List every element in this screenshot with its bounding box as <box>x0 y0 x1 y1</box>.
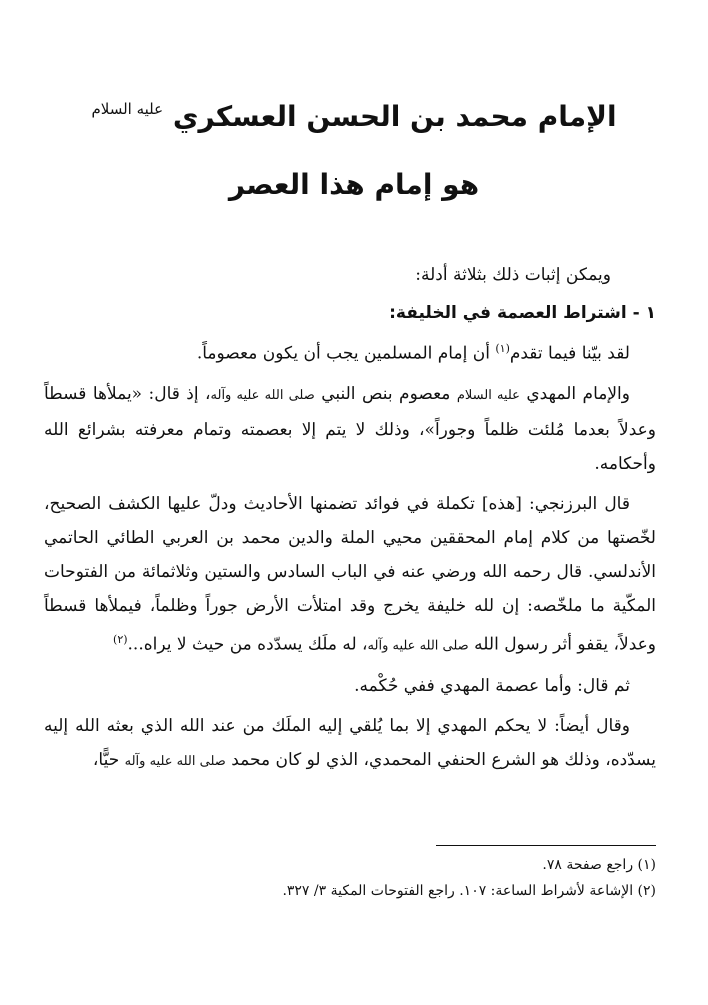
paragraph-4: ثم قال: وأما عصمة المهدي ففي حُكْمه. <box>354 676 630 697</box>
honorific-mark: صلى الله عليه وآله <box>124 754 226 770</box>
paragraph-3-text-b: ، له ملَك يسدّده من حيث لا يراه... <box>127 634 368 655</box>
paragraph-2-text-c: ، إذ قال: «يملأها قسطاً وعدلاً بعدما مُلئت ظلماً وجوراً»، وذلك لا يتم إلا بعصمته وتمام معرفته بشرائع الله وأحكامه. <box>44 383 656 474</box>
paragraph-1-text-a: لقد بيّنا فيما تقدم <box>509 343 630 364</box>
chapter-title-line-1 <box>40 100 668 133</box>
paragraph-3 <box>44 487 656 664</box>
honorific-mark: عليه السلام <box>91 100 164 118</box>
paragraph-1-text-b: أن إمام المسلمين يجب أن يكون معصوماً. <box>196 343 496 364</box>
paragraph-5-text-b: حيًّا، <box>92 750 125 771</box>
paragraph-2 <box>44 377 656 481</box>
footnote-2: (٢) الإشاعة لأشراط الساعة: ١٠٧. راجع الفتوحات المكية ٣/ ٣٢٧. <box>282 883 656 899</box>
footnote-ref-1[interactable]: (١) <box>495 342 510 355</box>
chapter-title-line-2: هو إمام هذا العصر <box>228 168 480 201</box>
footnote-divider <box>436 845 656 846</box>
footnote-ref-2[interactable]: (٢) <box>113 632 128 646</box>
paragraph-1 <box>44 332 656 371</box>
paragraph-5 <box>44 709 656 779</box>
footnote-1: (١) راجع صفحة ٧٨. <box>542 857 656 873</box>
honorific-mark: صلى الله عليه وآله <box>210 387 315 403</box>
paragraph-5-text-a: وقال أيضاً: لا يحكم المهدي إلا بما يُلقي إليه الملَك من عند الله الذي بعثه الله إليه يسدّده، وذلك هو الشرع الحنفي المحمدي، الذي لو كان محمد <box>44 716 656 771</box>
body-text <box>44 258 656 785</box>
intro-line: ويمكن إثبات ذلك بثلاثة أدلة: <box>415 265 611 285</box>
section-heading: ١ - اشتراط العصمة في الخليفة: <box>389 303 656 323</box>
paragraph-2-text-a: والإمام المهدي <box>526 383 630 404</box>
honorific-mark: عليه السلام <box>456 387 520 403</box>
honorific-mark: صلى الله عليه وآله <box>367 638 469 654</box>
chapter-title-text: الإمام محمد بن الحسن العسكري <box>172 100 617 133</box>
paragraph-3-text-a: قال البرزنجي: [هذه] تكملة في فوائد تضمنها الأحاديث ودلّ عليها الكشف الصحيح، لخّصتها من كلام إمام المحققين محيي الملة والدين محمد بن العربي الطائي الحاتمي الأندلسي. قال رحمه الله ورضي عنه في الباب السادس والستين وثلاثمائة من الفتوحات المكّية ما ملخّصه: إن لله خليفة يخرج وقد امتلأت الأرض جوراً وظلماً، فيملأها قسطاً وعدلاً، يقفو أثر رسول الله <box>44 493 656 655</box>
paragraph-2-text-b: معصوم بنص النبي <box>321 383 457 404</box>
footnotes <box>44 852 656 904</box>
